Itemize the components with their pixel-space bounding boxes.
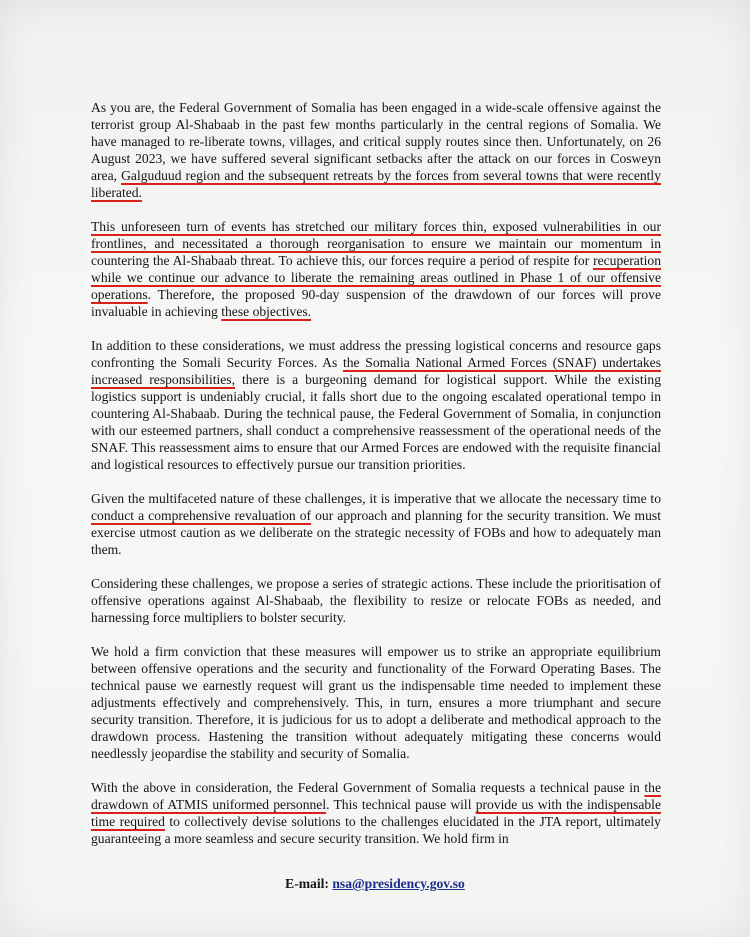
paragraph-text: Considering these challenges, we propose a series of strategic actions. These include the prioritisation of offensive operations against Al-Shabaab, the flexibility to resize or relocate FOBs as needed, and harnessing force multipliers to bolster security.	[91, 576, 661, 625]
body-paragraph	[91, 575, 661, 626]
highlighted-text: the Somalia National Armed Forces (SNAF) undertakes increased responsibilities,	[91, 355, 661, 387]
paragraph-text: We hold a firm conviction that these measures will empower us to strike an appropriate equilibrium between offensive operations and the security and functionality of the Forward Operating Bases. The technical pause we earnestly request will grant us the indispensable time needed to implement these adjustments effectively and comprehensively. This, in turn, ensures a more triumphant and secure security transition. Therefore, it is judicious for us to adopt a deliberate and methodical approach to the drawdown process. Hastening the transition without adequately mitigating these concerns would needlessly jeopardise the stability and security of Somalia.	[91, 644, 661, 761]
highlighted-text: these objectives.	[221, 304, 312, 319]
highlighted-text: recuperation while we continue our advance to liberate the remaining areas outlined in Phase 1 of our offensive operations	[91, 253, 661, 302]
body-paragraph	[91, 218, 661, 320]
email-label: E-mail:	[285, 876, 329, 891]
paragraph-text: to collectively devise solutions to the challenges elucidated in the JTA report, ultimately guaranteeing a more seamless and secure security transition. We hold firm in	[91, 814, 661, 846]
paragraph-text: our approach and planning for the security transition. We must exercise utmost caution as we deliberate on the strategic necessity of FOBs and how to adequately man them.	[91, 508, 661, 557]
body-paragraph	[91, 99, 661, 201]
highlighted-text: Galguduud region and the subsequent retreats by the forces from several towns that were recently liberated.	[91, 168, 661, 200]
paragraph-text: countering the Al-Shabaab threat. To achieve this, our forces require a period of respite for	[91, 253, 594, 268]
paragraph-text: In addition to these considerations, we must address the pressing logistical concerns and resource gaps confronting the Somali Security Forces. As	[91, 338, 661, 370]
highlighted-text: the drawdown of ATMIS uniformed personnel	[91, 780, 661, 812]
paragraph-text: . Therefore, the proposed 90-day suspension of the drawdown of our forces will prove invaluable in achieving	[91, 287, 661, 319]
email-link[interactable]: nsa@presidency.gov.so	[332, 876, 465, 891]
body-paragraph	[91, 643, 661, 762]
body-paragraph	[91, 779, 661, 847]
footer	[0, 876, 750, 892]
highlighted-text: This unforeseen turn of events has stretched our military forces thin, exposed vulnerabilities in our frontlines, and necessitated a thorough reorganisation to ensure we maintain our momentum in	[91, 219, 661, 251]
paragraph-text: . This technical pause will	[326, 797, 476, 812]
paragraph-text: With the above in consideration, the Federal Government of Somalia requests a technical pause in	[91, 780, 645, 795]
letter-body	[91, 99, 661, 847]
highlighted-text: provide us with the indispensable time required	[91, 797, 661, 829]
paragraph-text: As you are, the Federal Government of Somalia has been engaged in a wide-scale offensive against the terrorist group Al-Shabaab in the past few months particularly in the central regions of Somalia. We have managed to re-liberate towns, villages, and critical supply routes since then. Unfortunately, on 26 August 2023, we have suffered several significant setbacks after the attack on our forces in Cosweyn area,	[91, 100, 661, 183]
paragraph-text: Given the multifaceted nature of these challenges, it is imperative that we allocate the necessary time to	[91, 491, 661, 506]
body-paragraph	[91, 337, 661, 473]
body-paragraph	[91, 490, 661, 558]
highlighted-text: conduct a comprehensive revaluation of	[91, 508, 312, 523]
paragraph-text: there is a burgeoning demand for logistical support. While the existing logistics support is undeniably crucial, it falls short due to the ongoing escalated operational tempo in countering Al-Shabaab. During the technical pause, the Federal Government of Somalia, in conjunction with our esteemed partners, shall conduct a comprehensive reassessment of the operational needs of the SNAF. This reassessment aims to ensure that our Armed Forces are endowed with the requisite financial and logistical resources to effectively pursue our transition priorities.	[91, 372, 661, 472]
